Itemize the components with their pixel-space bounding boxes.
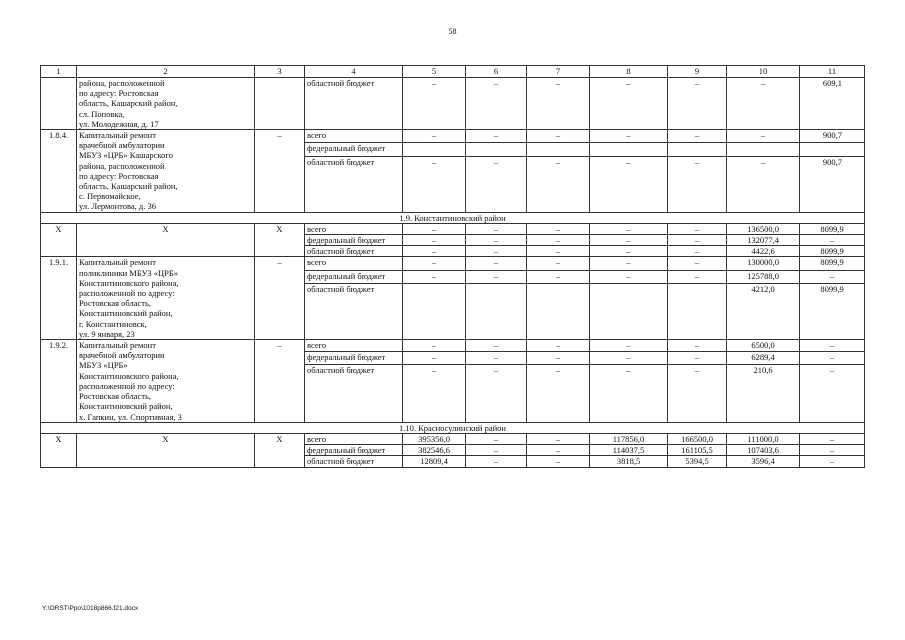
text-line: района, расположенной — [79, 78, 165, 88]
value-cell: – — [403, 364, 466, 422]
value-cell: – — [466, 156, 527, 212]
value-cell: – — [527, 352, 590, 364]
value-cell: – — [668, 270, 727, 283]
value-cell: – — [590, 352, 668, 364]
budget-table — [40, 65, 865, 468]
column-header: 3 — [255, 66, 305, 78]
value-cell: – — [727, 156, 800, 212]
value-cell: – — [668, 235, 727, 246]
value-cell: – — [466, 433, 527, 444]
value-cell: – — [668, 130, 727, 143]
funding-source-cell: областной бюджет — [305, 364, 403, 422]
funding-source-cell: федеральный бюджет — [305, 445, 403, 456]
value-cell: – — [527, 445, 590, 456]
value-cell: 4422,6 — [727, 246, 800, 257]
value-cell: 3596,4 — [727, 456, 800, 467]
value-cell: – — [590, 156, 668, 212]
value-cell: – — [590, 340, 668, 352]
value-cell: 125788,0 — [727, 270, 800, 283]
value-cell: – — [527, 246, 590, 257]
table-row — [41, 257, 865, 270]
funding-source-cell: областной бюджет — [305, 246, 403, 257]
funding-source-cell: областной бюджет — [305, 456, 403, 467]
executor-cell: – — [255, 257, 305, 340]
text-line: по адресу: Ростовская — [79, 170, 159, 181]
text-line: района, расположенной — [79, 160, 165, 171]
value-cell: 4212,0 — [727, 284, 800, 340]
text-line: ул. 9 января, 23 — [79, 328, 135, 339]
value-cell: 130000,0 — [727, 257, 800, 270]
value-cell: – — [727, 130, 800, 143]
value-cell: – — [403, 78, 466, 130]
funding-source-cell: федеральный бюджет — [305, 352, 403, 364]
section-row — [41, 212, 865, 223]
column-header: 6 — [466, 66, 527, 78]
value-cell: – — [668, 257, 727, 270]
text-line: область, Кашарский район, — [79, 181, 178, 192]
text-line: расположенной по адресу: — [79, 380, 175, 391]
section-row — [41, 422, 865, 433]
value-cell: – — [466, 456, 527, 467]
value-cell: 5394,5 — [668, 456, 727, 467]
value-cell: – — [800, 352, 865, 364]
value-cell: – — [800, 456, 865, 467]
funding-source-cell: всего — [305, 257, 403, 270]
value-cell: – — [527, 156, 590, 212]
value-cell: – — [590, 235, 668, 246]
text-line: Константиновский район, — [79, 401, 173, 412]
value-cell: – — [590, 246, 668, 257]
section-title: 1.9. Константиновский район — [41, 212, 865, 223]
text-line: г. Константиновск, — [79, 318, 147, 329]
column-header: 5 — [403, 66, 466, 78]
value-cell: – — [527, 340, 590, 352]
value-cell: 3818,5 — [590, 456, 668, 467]
value-cell: – — [800, 433, 865, 444]
value-cell: 6289,4 — [727, 352, 800, 364]
row-number-cell: 1.9.2. — [41, 340, 77, 423]
text-line: Капитальный ремонт — [79, 130, 156, 141]
table-row — [41, 433, 865, 444]
funding-source-cell: всего — [305, 433, 403, 444]
value-cell: – — [800, 235, 865, 246]
value-cell: 136500,0 — [727, 223, 800, 234]
value-cell: – — [668, 352, 727, 364]
value-cell: – — [590, 270, 668, 283]
object-name-cell: Х — [77, 433, 255, 467]
document-footer: Y:\ORST\Ppo\1018p866.f21.docx — [42, 605, 139, 612]
value-cell: – — [466, 445, 527, 456]
value-cell: – — [668, 223, 727, 234]
funding-source-cell: областной бюджет — [305, 156, 403, 212]
value-cell: – — [527, 78, 590, 130]
table-header-row — [41, 66, 865, 78]
column-header: 11 — [800, 66, 865, 78]
value-cell: 395356,0 — [403, 433, 466, 444]
text-line: поликлиники МБУЗ «ЦРБ» — [79, 267, 178, 278]
row-number-cell — [41, 78, 77, 130]
value-cell: – — [527, 433, 590, 444]
value-cell: 8099,9 — [800, 257, 865, 270]
text-line: Константиновского района, — [79, 277, 179, 288]
text-line: МБУЗ «ЦРБ» Кашарского — [79, 150, 173, 161]
value-cell: – — [527, 270, 590, 283]
value-cell: – — [527, 456, 590, 467]
text-line: Ростовская область, — [79, 298, 152, 309]
value-cell: – — [668, 340, 727, 352]
value-cell: – — [590, 78, 668, 130]
row-number-cell: Х — [41, 433, 77, 467]
value-cell: – — [727, 78, 800, 130]
value-cell: – — [590, 223, 668, 234]
value-cell: – — [403, 156, 466, 212]
value-cell: – — [466, 235, 527, 246]
text-line: Капитальный ремонт — [79, 340, 156, 351]
value-cell: 117856,0 — [590, 433, 668, 444]
value-cell: 107403,6 — [727, 445, 800, 456]
value-cell: – — [527, 223, 590, 234]
value-cell: 161105,5 — [668, 445, 727, 456]
text-line: по адресу: Ростовская — [79, 88, 159, 99]
funding-source-cell: федеральный бюджет — [305, 143, 403, 156]
row-number-cell: Х — [41, 223, 77, 257]
value-cell: 382546,6 — [403, 445, 466, 456]
funding-source-cell: всего — [305, 340, 403, 352]
value-cell: – — [403, 130, 466, 143]
value-cell: 166500,0 — [668, 433, 727, 444]
funding-source-cell: всего — [305, 130, 403, 143]
value-cell: – — [466, 340, 527, 352]
column-header: 2 — [77, 66, 255, 78]
value-cell: – — [403, 270, 466, 283]
value-cell: 6500,0 — [727, 340, 800, 352]
funding-source-cell: федеральный бюджет — [305, 270, 403, 283]
column-header: 9 — [668, 66, 727, 78]
value-cell: – — [800, 340, 865, 352]
value-cell: – — [403, 352, 466, 364]
value-cell: – — [527, 130, 590, 143]
column-header: 4 — [305, 66, 403, 78]
value-cell: – — [466, 364, 527, 422]
section-title: 1.10. Красносулинский район — [41, 422, 865, 433]
value-cell: 609,1 — [800, 78, 865, 130]
table-body — [41, 66, 865, 468]
value-cell: 8099,9 — [800, 223, 865, 234]
value-cell: 8099,9 — [800, 284, 865, 340]
object-name-cell — [77, 78, 255, 130]
column-header: 1 — [41, 66, 77, 78]
value-cell: – — [668, 364, 727, 422]
table-row — [41, 130, 865, 143]
value-cell: – — [466, 270, 527, 283]
executor-cell: Х — [255, 433, 305, 467]
funding-source-cell: всего — [305, 223, 403, 234]
value-cell: – — [403, 340, 466, 352]
executor-cell — [255, 78, 305, 130]
value-cell: – — [466, 257, 527, 270]
text-line: ул. Молодежная, д. 17 — [79, 118, 159, 129]
value-cell: – — [668, 246, 727, 257]
value-cell: 114037,5 — [590, 445, 668, 456]
column-header: 8 — [590, 66, 668, 78]
value-cell: 132077,4 — [727, 235, 800, 246]
value-cell: – — [403, 235, 466, 246]
value-cell: – — [668, 156, 727, 212]
value-cell: 210,6 — [727, 364, 800, 422]
text-line: Ростовская область, — [79, 391, 152, 402]
text-line: сл. Поповка, — [79, 108, 125, 119]
text-line: Константиновский район, — [79, 308, 173, 319]
value-cell: – — [590, 130, 668, 143]
value-cell: 8099,9 — [800, 246, 865, 257]
page-number: 58 — [448, 27, 457, 36]
column-header: 7 — [527, 66, 590, 78]
value-cell: 900,7 — [800, 156, 865, 212]
value-cell: – — [800, 445, 865, 456]
object-name-cell — [77, 340, 255, 423]
value-cell: – — [403, 257, 466, 270]
funding-source-cell: областной бюджет — [305, 78, 403, 130]
funding-source-cell: областной бюджет — [305, 284, 403, 340]
value-cell: – — [800, 270, 865, 283]
text-line: Константиновского района, — [79, 370, 179, 381]
text-line: Капитальный ремонт — [79, 257, 156, 268]
executor-cell: – — [255, 130, 305, 213]
value-cell: – — [668, 78, 727, 130]
text-line: расположенной по адресу: — [79, 288, 175, 299]
table-row — [41, 78, 865, 130]
value-cell: 900,7 — [800, 130, 865, 143]
column-header: 10 — [727, 66, 800, 78]
table-row — [41, 223, 865, 234]
value-cell: – — [403, 223, 466, 234]
row-number-cell: 1.9.1. — [41, 257, 77, 340]
value-cell: 12809,4 — [403, 456, 466, 467]
value-cell: 111000,0 — [727, 433, 800, 444]
value-cell: – — [466, 130, 527, 143]
value-cell: – — [590, 257, 668, 270]
text-line: ул. Лермонтова, д. 36 — [79, 201, 156, 212]
value-cell: – — [800, 364, 865, 422]
text-line: с. Первомайское, — [79, 191, 141, 202]
value-cell: – — [527, 257, 590, 270]
object-name-cell — [77, 130, 255, 213]
table-row — [41, 340, 865, 352]
value-cell: – — [466, 246, 527, 257]
row-number-cell: 1.8.4. — [41, 130, 77, 213]
value-cell: – — [527, 364, 590, 422]
text-line: х. Гапкин, ул. Спортивная, 3 — [79, 411, 182, 422]
value-cell: – — [590, 364, 668, 422]
executor-cell: Х — [255, 223, 305, 257]
object-name-cell: Х — [77, 223, 255, 257]
object-name-cell — [77, 257, 255, 340]
executor-cell: – — [255, 340, 305, 423]
value-cell: – — [466, 223, 527, 234]
text-line: врачебной амбулатории — [79, 350, 165, 361]
value-cell: – — [403, 246, 466, 257]
text-line: область, Кашарский район, — [79, 98, 178, 109]
funding-source-cell: федеральный бюджет — [305, 235, 403, 246]
value-cell: – — [466, 352, 527, 364]
value-cell: – — [466, 78, 527, 130]
text-line: врачебной амбулатории — [79, 140, 165, 151]
value-cell: – — [527, 235, 590, 246]
text-line: МБУЗ «ЦРБ» — [79, 360, 128, 371]
